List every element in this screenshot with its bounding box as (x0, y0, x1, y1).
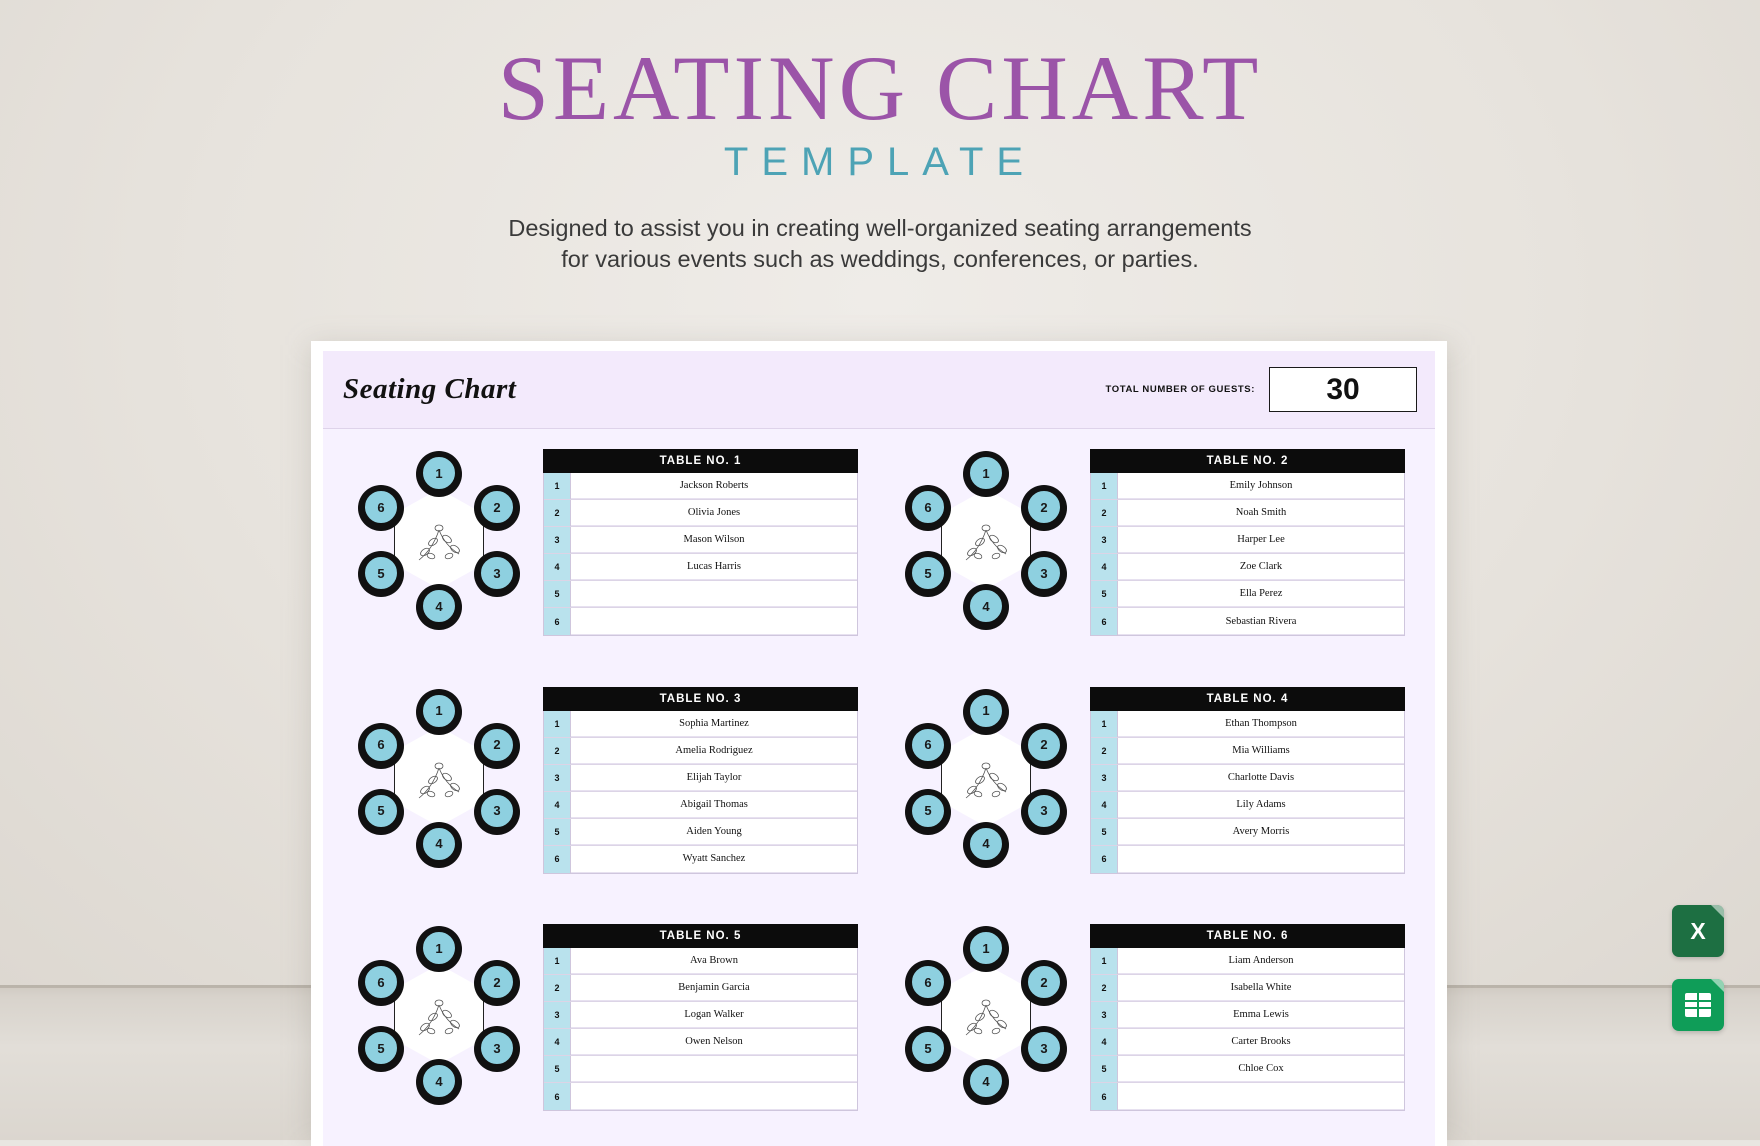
seat-number: 4 (421, 1063, 457, 1099)
table-panel (543, 924, 858, 1111)
seat-1[interactable] (416, 451, 462, 497)
guest-name-field[interactable]: Chloe Cox (1118, 1056, 1404, 1082)
seat-3[interactable] (474, 551, 520, 597)
guest-name-field[interactable]: Amelia Rodriguez (571, 738, 857, 764)
seat-6[interactable] (358, 723, 404, 769)
seat-number: 2 (479, 727, 515, 763)
guest-row-number: 5 (1091, 581, 1118, 607)
seat-number: 1 (968, 930, 1004, 966)
guest-row-number: 5 (1091, 1056, 1118, 1082)
seat-4[interactable] (416, 584, 462, 630)
guest-count-label: TOTAL NUMBER OF GUESTS: (1105, 384, 1255, 395)
guest-name-field[interactable] (1118, 846, 1404, 873)
seat-diagram (353, 691, 525, 863)
seat-3[interactable] (1021, 1026, 1067, 1072)
seat-number: 1 (421, 930, 457, 966)
guest-name-field[interactable]: Abigail Thomas (571, 792, 857, 818)
guest-row (1091, 1056, 1404, 1083)
guest-name-field[interactable]: Lucas Harris (571, 554, 857, 580)
table-block (353, 687, 858, 909)
seat-number: 3 (1026, 793, 1062, 829)
guest-row (544, 1056, 857, 1083)
table-block (900, 687, 1405, 909)
guest-row (544, 500, 857, 527)
document-topbar (323, 351, 1435, 429)
seat-4[interactable] (963, 584, 1009, 630)
guest-row-number: 4 (1091, 1029, 1118, 1055)
seat-3[interactable] (1021, 551, 1067, 597)
seat-6[interactable] (905, 960, 951, 1006)
guest-row (544, 608, 857, 635)
table-title: TABLE NO. 2 (1090, 449, 1405, 473)
seat-3[interactable] (474, 789, 520, 835)
seat-number: 5 (910, 793, 946, 829)
seat-number: 3 (1026, 1030, 1062, 1066)
seat-number: 6 (910, 964, 946, 1000)
seat-number: 6 (363, 489, 399, 525)
guest-row (544, 948, 857, 975)
guest-name-field[interactable]: Emma Lewis (1118, 1002, 1404, 1028)
file-format-badges (1672, 905, 1724, 1031)
round-table-icon (941, 964, 1031, 1064)
page-description (0, 213, 1760, 276)
guest-row (1091, 527, 1404, 554)
seat-number: 2 (479, 964, 515, 1000)
guest-name-field[interactable]: Liam Anderson (1118, 948, 1404, 974)
guest-row (544, 846, 857, 873)
guest-row-number: 5 (544, 819, 571, 845)
guest-name-field[interactable]: Aiden Young (571, 819, 857, 845)
guest-name-field[interactable]: Isabella White (1118, 975, 1404, 1001)
guest-row (1091, 846, 1404, 873)
guest-row-number: 3 (544, 765, 571, 791)
seat-number: 6 (910, 727, 946, 763)
excel-x-icon: X (1690, 917, 1706, 944)
guest-row-number: 3 (1091, 765, 1118, 791)
seat-2[interactable] (1021, 723, 1067, 769)
seat-diagram (353, 928, 525, 1100)
guest-row-number: 1 (1091, 711, 1118, 737)
page-description-line2: for various events such as weddings, conferences, or parties. (561, 246, 1199, 273)
seat-1[interactable] (416, 926, 462, 972)
guest-list (543, 473, 858, 636)
guest-name-field[interactable] (571, 1056, 857, 1082)
seat-number: 5 (363, 555, 399, 591)
guest-row-number: 4 (544, 1029, 571, 1055)
guest-row (544, 1083, 857, 1110)
guest-name-field[interactable]: Emily Johnson (1118, 473, 1404, 499)
guest-row-number: 1 (1091, 473, 1118, 499)
seat-4[interactable] (963, 822, 1009, 868)
guest-name-field[interactable] (571, 608, 857, 635)
table-panel (1090, 687, 1405, 874)
guest-row (1091, 473, 1404, 500)
guest-row (1091, 581, 1404, 608)
guest-row-number: 5 (1091, 819, 1118, 845)
guest-row-number: 6 (544, 608, 571, 635)
guest-name-field[interactable]: Logan Walker (571, 1002, 857, 1028)
guest-count-group (1106, 367, 1417, 412)
guest-name-field[interactable]: Harper Lee (1118, 527, 1404, 553)
round-table-icon (394, 489, 484, 589)
page-header (0, 0, 1760, 275)
guest-name-field[interactable]: Lily Adams (1118, 792, 1404, 818)
table-title: TABLE NO. 6 (1090, 924, 1405, 948)
guest-row-number: 2 (544, 500, 571, 526)
guest-row (1091, 1083, 1404, 1110)
guest-row (544, 765, 857, 792)
guest-row-number: 6 (1091, 846, 1118, 873)
guest-list (543, 711, 858, 874)
guest-name-field[interactable]: Charlotte Davis (1118, 765, 1404, 791)
excel-badge[interactable] (1672, 905, 1724, 957)
guest-row-number: 2 (1091, 738, 1118, 764)
seat-3[interactable] (474, 1026, 520, 1072)
guest-name-field[interactable]: Sebastian Rivera (1118, 608, 1404, 635)
guest-name-field[interactable] (571, 581, 857, 607)
seat-5[interactable] (358, 551, 404, 597)
guest-name-field[interactable]: Ethan Thompson (1118, 711, 1404, 737)
seat-5[interactable] (905, 551, 951, 597)
guest-row (1091, 819, 1404, 846)
seat-4[interactable] (416, 1059, 462, 1105)
guest-row (1091, 975, 1404, 1002)
spreadsheet-grid-icon (1685, 993, 1711, 1017)
guest-row (544, 473, 857, 500)
guest-row-number: 6 (1091, 608, 1118, 635)
seat-number: 2 (1026, 964, 1062, 1000)
guest-row-number: 1 (544, 711, 571, 737)
table-block (900, 449, 1405, 671)
google-sheets-badge[interactable] (1672, 979, 1724, 1031)
guest-row (544, 1002, 857, 1029)
seat-number: 3 (479, 793, 515, 829)
guest-row-number: 6 (1091, 1083, 1118, 1110)
seat-diagram (900, 691, 1072, 863)
guest-row-number: 2 (1091, 500, 1118, 526)
guest-row-number: 4 (1091, 792, 1118, 818)
round-table-icon (941, 727, 1031, 827)
guest-name-field[interactable]: Carter Brooks (1118, 1029, 1404, 1055)
round-table-icon (394, 964, 484, 1064)
seat-5[interactable] (905, 1026, 951, 1072)
guest-row-number: 2 (544, 738, 571, 764)
guest-row-number: 4 (544, 554, 571, 580)
guest-row-number: 3 (1091, 1002, 1118, 1028)
seat-6[interactable] (905, 485, 951, 531)
guest-row (544, 711, 857, 738)
seat-number: 4 (968, 826, 1004, 862)
guest-row (1091, 1002, 1404, 1029)
guest-name-field[interactable]: Sophia Martinez (571, 711, 857, 737)
seat-3[interactable] (1021, 789, 1067, 835)
seat-number: 1 (421, 455, 457, 491)
guest-list (1090, 948, 1405, 1111)
seat-5[interactable] (905, 789, 951, 835)
seat-1[interactable] (416, 689, 462, 735)
seat-number: 2 (479, 489, 515, 525)
guest-row (544, 819, 857, 846)
guest-row (1091, 500, 1404, 527)
table-block (353, 449, 858, 671)
seat-number: 3 (479, 1030, 515, 1066)
seat-1[interactable] (963, 451, 1009, 497)
guest-name-field[interactable]: Elijah Taylor (571, 765, 857, 791)
guest-row (544, 1029, 857, 1056)
guest-list (543, 948, 858, 1111)
seat-number: 6 (910, 489, 946, 525)
seat-2[interactable] (474, 960, 520, 1006)
guest-name-field[interactable]: Benjamin Garcia (571, 975, 857, 1001)
table-panel (1090, 924, 1405, 1111)
seat-number: 6 (363, 727, 399, 763)
guest-row-number: 5 (544, 1056, 571, 1082)
table-panel (543, 687, 858, 874)
guest-row-number: 4 (1091, 554, 1118, 580)
document-logo: Seating Chart (343, 373, 517, 405)
seat-2[interactable] (474, 485, 520, 531)
guest-row (1091, 554, 1404, 581)
seat-diagram (353, 453, 525, 625)
seat-number: 1 (968, 455, 1004, 491)
seat-number: 6 (363, 964, 399, 1000)
guest-row-number: 2 (544, 975, 571, 1001)
seat-4[interactable] (416, 822, 462, 868)
seat-diagram (900, 928, 1072, 1100)
guest-name-field[interactable]: Noah Smith (1118, 500, 1404, 526)
round-table-icon (941, 489, 1031, 589)
seat-number: 3 (479, 555, 515, 591)
guest-row-number: 5 (544, 581, 571, 607)
guest-name-field[interactable] (571, 1083, 857, 1110)
guest-name-field[interactable]: Ava Brown (571, 948, 857, 974)
seat-number: 2 (1026, 727, 1062, 763)
page-title: SEATING CHART (497, 37, 1263, 139)
guest-row (1091, 608, 1404, 635)
guest-name-field[interactable]: Mia Williams (1118, 738, 1404, 764)
seat-number: 4 (968, 588, 1004, 624)
table-title: TABLE NO. 1 (543, 449, 858, 473)
guest-row (544, 792, 857, 819)
seat-5[interactable] (358, 1026, 404, 1072)
guest-row-number: 3 (1091, 527, 1118, 553)
guest-row (544, 554, 857, 581)
seat-number: 5 (910, 555, 946, 591)
guest-row-number: 1 (1091, 948, 1118, 974)
seat-number: 3 (1026, 555, 1062, 591)
page-fold-icon (1711, 979, 1724, 992)
guest-row (1091, 738, 1404, 765)
guest-row (1091, 765, 1404, 792)
seat-diagram (900, 453, 1072, 625)
guest-row-number: 6 (544, 1083, 571, 1110)
guest-row-number: 2 (1091, 975, 1118, 1001)
guest-name-field[interactable] (1118, 1083, 1404, 1110)
guest-row (1091, 948, 1404, 975)
seat-5[interactable] (358, 789, 404, 835)
guest-name-field[interactable]: Olivia Jones (571, 500, 857, 526)
table-title: TABLE NO. 3 (543, 687, 858, 711)
guest-row (1091, 711, 1404, 738)
seat-number: 5 (363, 1030, 399, 1066)
seat-number: 1 (968, 693, 1004, 729)
table-block (900, 924, 1405, 1146)
tables-grid (323, 429, 1435, 1146)
guest-row (1091, 792, 1404, 819)
seat-6[interactable] (905, 723, 951, 769)
table-panel (1090, 449, 1405, 636)
seat-2[interactable] (1021, 960, 1067, 1006)
guest-row-number: 4 (544, 792, 571, 818)
seat-1[interactable] (963, 689, 1009, 735)
guest-name-field[interactable]: Jackson Roberts (571, 473, 857, 499)
seat-number: 1 (421, 693, 457, 729)
guest-name-field[interactable]: Zoe Clark (1118, 554, 1404, 580)
guest-count-value[interactable]: 30 (1269, 367, 1417, 412)
seat-4[interactable] (963, 1059, 1009, 1105)
seat-number: 4 (968, 1063, 1004, 1099)
guest-name-field[interactable]: Avery Morris (1118, 819, 1404, 845)
seat-6[interactable] (358, 960, 404, 1006)
page-description-line1: Designed to assist you in creating well-organized seating arrangements (508, 214, 1252, 241)
guest-row (544, 527, 857, 554)
seat-1[interactable] (963, 926, 1009, 972)
page-subtitle: TEMPLATE (723, 139, 1037, 184)
seat-number: 2 (1026, 489, 1062, 525)
guest-row-number: 1 (544, 473, 571, 499)
table-title: TABLE NO. 5 (543, 924, 858, 948)
seating-chart-document (311, 341, 1447, 1146)
guest-row-number: 3 (544, 1002, 571, 1028)
seat-2[interactable] (1021, 485, 1067, 531)
guest-list (1090, 711, 1405, 874)
guest-name-field[interactable]: Ella Perez (1118, 581, 1404, 607)
seat-number: 4 (421, 826, 457, 862)
seat-2[interactable] (474, 723, 520, 769)
guest-row (544, 975, 857, 1002)
guest-name-field[interactable]: Mason Wilson (571, 527, 857, 553)
guest-name-field[interactable]: Owen Nelson (571, 1029, 857, 1055)
guest-row-number: 1 (544, 948, 571, 974)
guest-row-number: 3 (544, 527, 571, 553)
table-title: TABLE NO. 4 (1090, 687, 1405, 711)
guest-row (544, 738, 857, 765)
seat-number: 4 (421, 588, 457, 624)
guest-list (1090, 473, 1405, 636)
guest-name-field[interactable]: Wyatt Sanchez (571, 846, 857, 873)
guest-row (544, 581, 857, 608)
seat-6[interactable] (358, 485, 404, 531)
guest-row (1091, 1029, 1404, 1056)
seat-number: 5 (363, 793, 399, 829)
table-panel (543, 449, 858, 636)
table-block (353, 924, 858, 1146)
round-table-icon (394, 727, 484, 827)
guest-row-number: 6 (544, 846, 571, 873)
seat-number: 5 (910, 1030, 946, 1066)
